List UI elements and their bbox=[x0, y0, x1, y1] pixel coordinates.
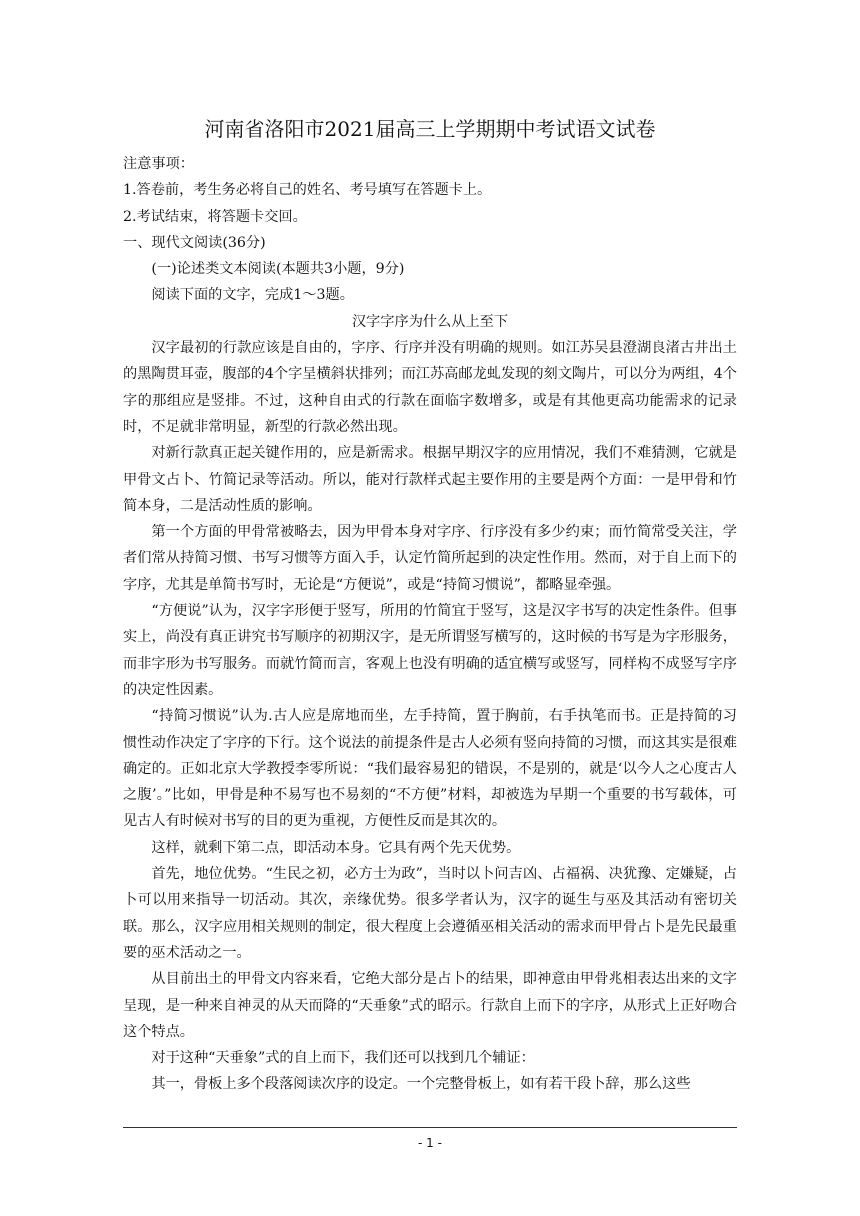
article-paragraph: 其一，骨板上多个段落阅读次序的设定。一个完整骨板上，如有若干段卜辞，那么这些 bbox=[151, 1076, 691, 1093]
reading-instruction: 阅读下面的文字，完成1～3题。 bbox=[151, 287, 354, 304]
page-number: - 1 - bbox=[418, 1136, 442, 1150]
notes-heading: 注意事项： bbox=[123, 156, 194, 172]
article-paragraph: 汉字最初的行款应该是自由的，字序、行序并没有明确的规则。如江苏吴县澄湖良渚古井出土的黑陶贯耳壶，腹部的4个字呈横斜状排列；而江苏高邮龙虬发现的刻文陶片，可以分为两组，4个字的那组应是竖排。不过，这种自由式的行款在面临字数增多，或是有其他更高功能需求的记录时，不足就非常明显，新型的行款必然出现。 bbox=[123, 340, 737, 435]
footer-divider bbox=[123, 1127, 737, 1128]
article-title: 汉字字序为什么从上至下 bbox=[351, 313, 509, 330]
article-paragraph: 从目前出土的甲骨文内容来看，它绝大部分是占卜的结果，即神意由甲骨兆相表达出来的文字呈现，是一种来自神灵的从天而降的“天垂象”式的昭示。行款自上而下的字序，从形式上正好吻合这个特点。 bbox=[123, 971, 737, 1040]
document-title: 河南省洛阳市2021届高三上学期期中考试语文试卷 bbox=[204, 117, 656, 141]
document-body bbox=[123, 151, 737, 1098]
note-item: 1.答卷前，考生务必将自己的姓名、考号填写在答题卡上。 bbox=[123, 182, 492, 199]
article-paragraph: 对新行款真正起关键作用的，应是新需求。根据早期汉字的应用情况，我们不难猜测，它就是甲骨文占卜、竹简记录等活动。所以，能对行款样式起主要作用的主要是两个方面：一是甲骨和竹简本身，二是活动性质的影响。 bbox=[123, 445, 737, 514]
article-paragraph: 这样，就剩下第二点，即活动本身。它具有两个先天优势。 bbox=[151, 839, 521, 856]
subsection-heading: (一)论述类文本阅读(本题共3小题，9分) bbox=[151, 261, 405, 278]
section-heading: 一、现代文阅读(36分) bbox=[123, 234, 266, 251]
article-paragraph: 第一个方面的甲骨常被略去，因为甲骨本身对字序、行序没有多少约束；而竹简常受关注，学者们常从持简习惯、书写习惯等方面入手，认定竹简所起到的决定性作用。然而，对于自上而下的字序，尤其是单简书写时，无论是“方便说”，或是“持简习惯说”，都略显牵强。 bbox=[123, 524, 737, 593]
note-item: 2.考试结束，将答题卡交回。 bbox=[123, 208, 307, 225]
document-page bbox=[123, 0, 737, 1216]
article-paragraph: “持简习惯说”认为.古人应是席地而坐，左手持简，置于胸前，右手执笔而书。正是持简的习惯性动作决定了字序的下行。这个说法的前提条件是古人必须有竖向持简的习惯，而这其实是很难确定的。正如北京大学教授李零所说：“我们最容易犯的错误，不是别的，就是‘以今人之心度古人之腹’。”比如，甲骨是种不易写也不易刻的“不方便”材料，却被选为早期一个重要的书写载体，可见古人有时候对书写的目的更为重视，方便性反而是其次的。 bbox=[123, 708, 737, 830]
article-paragraph: 对于这种“天垂象”式的自上而下，我们还可以找到几个辅证： bbox=[151, 1050, 535, 1067]
article-paragraph: 首先，地位优势。“生民之初，必方士为政”，当时以卜问吉凶、占福祸、决犹豫、定嫌疑，占卜可以用来指导一切活动。其次，亲缘优势。很多学者认为，汉字的诞生与巫及其活动有密切关联。那么，汉字应用相关规则的制定，很大程度上会遵循巫相关活动的需求而甲骨占卜是先民最重要的巫术活动之一。 bbox=[123, 866, 737, 961]
article-paragraph: “方便说”认为，汉字字形便于竖写，所用的竹简宜于竖写，这是汉字书写的决定性条件。但事实上，尚没有真正讲究书写顺序的初期汉字，是无所谓竖写横写的，这时候的书写是为字形服务，而非字形为书写服务。而就竹简而言，客观上也没有明确的适宜横写或竖写，同样构不成竖写字序的决定性因素。 bbox=[123, 603, 737, 698]
